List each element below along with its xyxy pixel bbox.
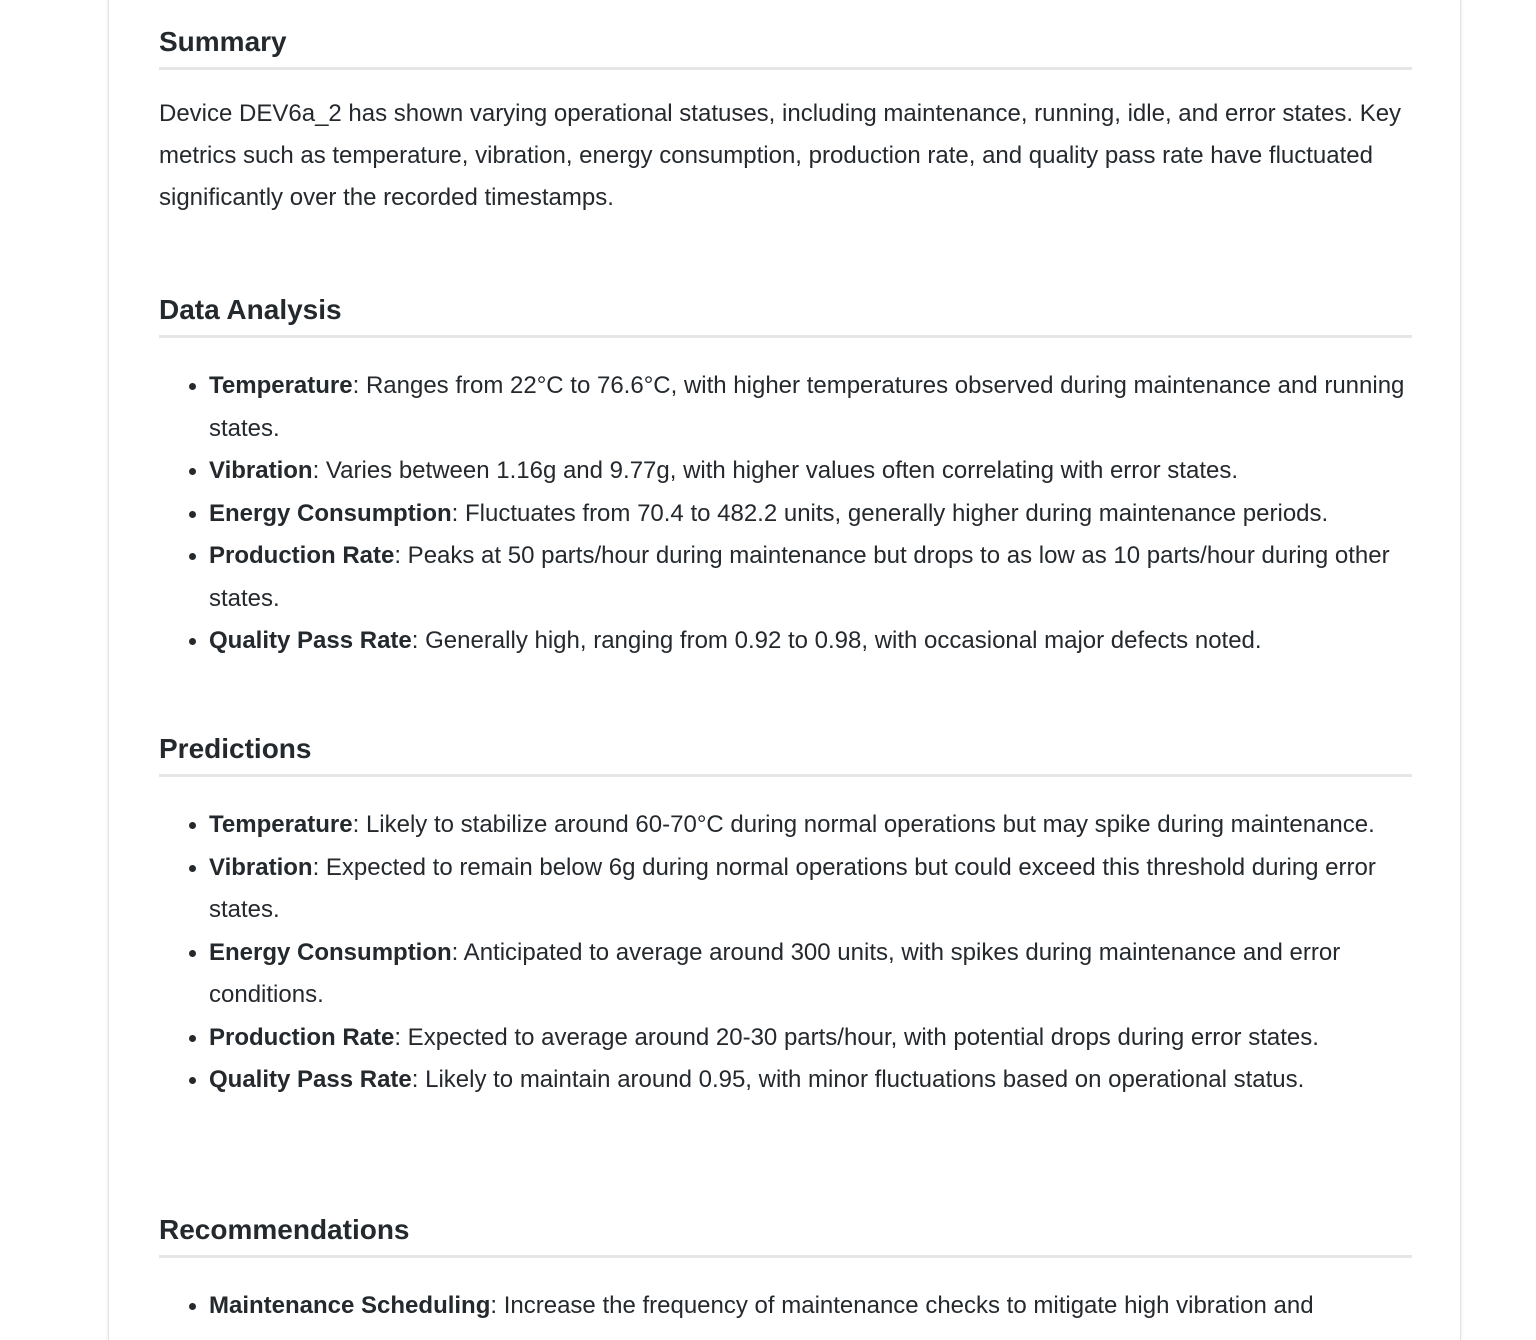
summary-heading: Summary	[159, 17, 1412, 70]
item-text: : Ranges from 22°C to 76.6°C, with higher temperatures observed during maintenance and running states.	[209, 372, 1405, 442]
item-text: : Peaks at 50 parts/hour during maintenance but drops to as low as 10 parts/hour during other states.	[209, 542, 1390, 612]
data-analysis-section	[159, 285, 1412, 663]
list-item	[209, 847, 1412, 932]
list-item	[209, 535, 1412, 620]
item-label: Energy Consumption	[209, 938, 452, 966]
item-label: Production Rate	[209, 542, 395, 569]
item-text: : Expected to average around 20-30 parts/hour, with potential drops during error states.	[394, 1023, 1319, 1051]
list-item	[209, 450, 1412, 493]
recommendations-section	[159, 1205, 1412, 1328]
list-item	[209, 1017, 1412, 1060]
list-item	[209, 365, 1412, 450]
list-item	[209, 804, 1412, 847]
predictions-list	[159, 804, 1412, 1102]
item-label: Maintenance Scheduling	[209, 1292, 491, 1319]
item-text: : Expected to remain below 6g during normal operations but could exceed this threshold during error states.	[209, 853, 1376, 923]
list-item	[209, 620, 1412, 663]
list-item	[209, 932, 1412, 1017]
predictions-section	[159, 724, 1412, 1102]
item-label: Energy Consumption	[209, 499, 452, 527]
item-label: Quality Pass Rate	[209, 1066, 412, 1093]
item-text: : Fluctuates from 70.4 to 482.2 units, generally higher during maintenance periods.	[451, 499, 1329, 527]
list-item	[209, 1059, 1412, 1102]
item-text: : Likely to stabilize around 60-70°C during normal operations but may spike during maintenance.	[352, 811, 1375, 838]
summary-text: Device DEV6a_2 has shown varying operational statuses, including maintenance, running, idle, and error states. Key metrics such as temperature, vibration, energy consumption, production rate, and quality pass rate have fluctuated significantly over the recorded timestamps.	[159, 100, 1402, 211]
data-analysis-heading: Data Analysis	[159, 285, 1412, 338]
item-text: : Anticipated to average around 300 units, with spikes during maintenance and error conditions.	[209, 938, 1341, 1008]
list-item	[209, 493, 1412, 536]
item-text: : Increase the frequency of maintenance checks to mitigate high vibration and	[490, 1292, 1314, 1319]
item-label: Quality Pass Rate	[209, 627, 412, 654]
summary-section	[159, 17, 1412, 219]
item-label: Vibration	[209, 457, 313, 484]
item-label: Production Rate	[209, 1023, 395, 1051]
item-text: : Generally high, ranging from 0.92 to 0.98, with occasional major defects noted.	[411, 627, 1262, 654]
item-text: : Likely to maintain around 0.95, with minor fluctuations based on operational status.	[411, 1066, 1305, 1093]
item-label: Vibration	[209, 853, 313, 881]
list-item	[209, 1285, 1412, 1328]
predictions-heading: Predictions	[159, 724, 1412, 777]
recommendations-heading: Recommendations	[159, 1205, 1412, 1258]
recommendations-list	[159, 1285, 1412, 1328]
report-page	[108, 0, 1461, 1340]
item-label: Temperature	[209, 372, 353, 399]
item-label: Temperature	[209, 811, 353, 838]
data-analysis-list	[159, 365, 1412, 663]
item-text: : Varies between 1.16g and 9.77g, with higher values often correlating with error states.	[312, 457, 1238, 484]
